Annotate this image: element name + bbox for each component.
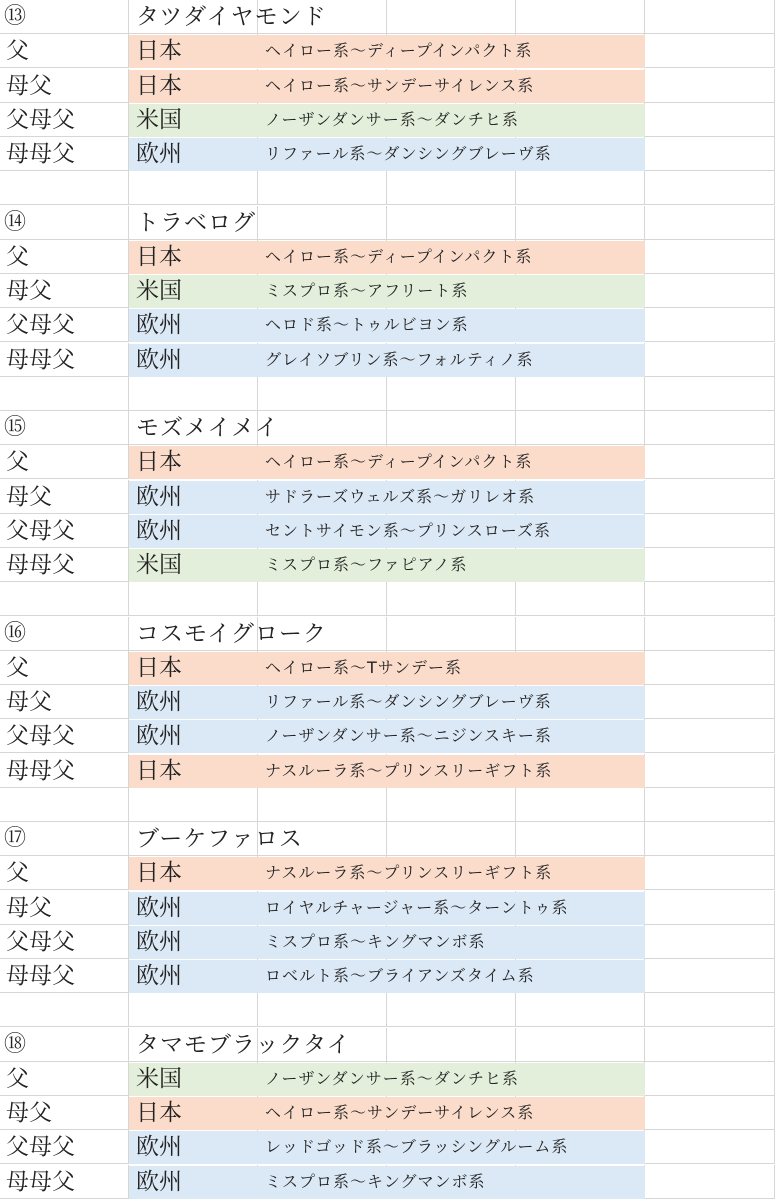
grid-cell (645, 788, 775, 822)
grid-cell (258, 993, 387, 1027)
relation-label: 父 (6, 654, 29, 681)
grid-cell (387, 582, 516, 616)
region-label: 日本 (136, 72, 182, 99)
pedigree-row (0, 69, 775, 103)
grid-cell (516, 0, 645, 34)
grid-cell (516, 822, 645, 856)
sire-line: ミスプロ系〜アフリート系 (265, 281, 469, 300)
relation-label: 父母父 (6, 928, 75, 955)
region-label: 日本 (136, 1100, 182, 1126)
relation-label: 母母父 (6, 757, 75, 784)
pedigree-row (0, 685, 775, 719)
grid-cell (645, 1028, 775, 1062)
relation-label: 父 (6, 243, 29, 270)
grid-cell (387, 0, 516, 34)
pedigree-row (0, 274, 775, 308)
sire-line: ヘイロー系〜Tサンデー系 (265, 657, 462, 677)
grid-cell (516, 582, 645, 616)
grid-cell (645, 377, 775, 411)
horse-header-row (0, 411, 775, 445)
region-label: 日本 (136, 243, 182, 270)
relation-label: 母母父 (6, 346, 75, 373)
grid-cell (387, 1028, 516, 1062)
relation-label: 母父 (6, 72, 52, 99)
sire-line: リファール系〜ダンシングブレーヴ系 (265, 692, 552, 711)
grid-cell (258, 377, 387, 411)
region-label: 欧州 (136, 346, 182, 373)
region-label: 日本 (136, 449, 182, 476)
grid-cell (645, 651, 775, 685)
pedigree-row (0, 651, 775, 685)
grid-cell (645, 719, 775, 753)
region-label: 欧州 (136, 1134, 182, 1161)
grid-cell (0, 788, 129, 822)
relation-label: 父 (6, 860, 29, 887)
grid-cell (0, 171, 129, 205)
pedigree-row (0, 959, 775, 993)
grid-cell (387, 206, 516, 240)
grid-cell (645, 0, 775, 34)
pedigree-row (0, 343, 775, 377)
relation-label: 母父 (6, 1100, 52, 1126)
grid-cell (645, 617, 775, 651)
horse-number: ⑮ (4, 415, 27, 440)
grid-cell (0, 582, 129, 616)
grid-cell (645, 206, 775, 240)
relation-label: 母父 (6, 278, 52, 304)
region-label: 日本 (136, 38, 182, 65)
relation-label: 母母父 (6, 963, 75, 989)
grid-cell (516, 1028, 645, 1062)
grid-cell (645, 1062, 775, 1096)
grid-cell (645, 1165, 775, 1199)
sire-line: ヘイロー系〜サンデーサイレンス系 (265, 1103, 535, 1122)
pedigree-row (0, 514, 775, 548)
grid-cell (645, 445, 775, 479)
grid-cell (645, 137, 775, 171)
pedigree-row (0, 1062, 775, 1096)
grid-cell (516, 377, 645, 411)
grid-cell (645, 240, 775, 274)
region-label: 欧州 (136, 1168, 182, 1195)
horse-number: ⑭ (4, 209, 27, 235)
sire-line: ナスルーラ系〜プリンスリーギフト系 (265, 863, 553, 883)
spacer-row (0, 377, 775, 411)
grid-cell (516, 788, 645, 822)
grid-cell (645, 69, 775, 103)
grid-cell (387, 822, 516, 856)
pedigree-row (0, 240, 775, 274)
horse-name: モズメイメイ (136, 415, 279, 441)
relation-label: 母母父 (6, 141, 75, 167)
region-label: 欧州 (136, 963, 182, 989)
grid-cell (516, 171, 645, 205)
grid-cell (516, 993, 645, 1027)
spacer-row (0, 993, 775, 1027)
horse-header-row (0, 617, 775, 651)
pedigree-row (0, 445, 775, 479)
grid-cell (645, 891, 775, 925)
relation-label: 父母父 (6, 312, 75, 339)
sire-line: ヘイロー系〜サンデーサイレンス系 (265, 75, 535, 95)
relation-label: 母母父 (6, 552, 75, 578)
pedigree-row (0, 137, 775, 171)
horse-name: コスモイグローク (136, 620, 327, 647)
relation-label: 母父 (6, 894, 52, 921)
grid-cell (516, 617, 645, 651)
region-label: 米国 (136, 106, 182, 133)
grid-cell (645, 274, 775, 308)
relation-label: 父母父 (6, 106, 75, 133)
grid-cell (387, 411, 516, 445)
relation-label: 母父 (6, 689, 52, 715)
pedigree-row (0, 754, 775, 788)
horse-name: タツダイヤモンド (136, 4, 327, 30)
grid-cell (645, 582, 775, 616)
region-label: 欧州 (136, 517, 182, 544)
region-label: 日本 (136, 860, 182, 887)
grid-cell (645, 480, 775, 514)
grid-cell (645, 925, 775, 959)
region-label: 欧州 (136, 483, 182, 510)
grid-cell (516, 411, 645, 445)
pedigree-row (0, 925, 775, 959)
sire-line: ヘイロー系〜ディープインパクト系 (265, 246, 533, 266)
horse-header-row (0, 206, 775, 240)
relation-label: 母父 (6, 483, 52, 510)
grid-cell (645, 993, 775, 1027)
region-label: 欧州 (136, 312, 182, 339)
pedigree-row (0, 548, 775, 582)
pedigree-row (0, 719, 775, 753)
horse-name: ブーケファロス (136, 826, 303, 852)
region-label: 日本 (136, 654, 182, 681)
grid-cell (645, 34, 775, 68)
horse-number: ⑱ (4, 1031, 27, 1057)
sire-line: ヘイロー系〜ディープインパクト系 (265, 41, 533, 61)
grid-cell (129, 582, 258, 616)
relation-label: 母母父 (6, 1168, 75, 1195)
grid-cell (645, 1096, 775, 1130)
relation-label: 父 (6, 449, 29, 476)
grid-cell (258, 788, 387, 822)
grid-cell (129, 788, 258, 822)
horse-header-row (0, 0, 775, 34)
pedigree-row (0, 34, 775, 68)
grid-cell (258, 206, 387, 240)
region-label: 米国 (136, 1065, 182, 1092)
grid-cell (0, 993, 129, 1027)
pedigree-row (0, 103, 775, 137)
sire-line: ナスルーラ系〜プリンスリーギフト系 (265, 760, 553, 780)
spacer-row (0, 582, 775, 616)
sire-line: ミスプロ系〜キングマンボ系 (265, 931, 486, 951)
relation-label: 父母父 (6, 1134, 75, 1161)
pedigree-row (0, 480, 775, 514)
horse-header-row (0, 822, 775, 856)
grid-cell (645, 514, 775, 548)
sire-line: ミスプロ系〜キングマンボ系 (265, 1171, 486, 1191)
grid-cell (387, 617, 516, 651)
region-label: 欧州 (136, 689, 182, 715)
sire-line: グレイソブリン系〜フォルティノ系 (265, 349, 534, 369)
sire-line: ヘイロー系〜ディープインパクト系 (265, 452, 533, 472)
grid-cell (387, 788, 516, 822)
grid-cell (645, 1130, 775, 1164)
grid-cell (645, 856, 775, 890)
grid-cell (258, 171, 387, 205)
grid-cell (645, 959, 775, 993)
grid-cell (129, 171, 258, 205)
grid-cell (645, 754, 775, 788)
grid-cell (645, 411, 775, 445)
sire-line: ヘロド系〜トゥルビヨン系 (265, 315, 469, 335)
sire-line: ノーザンダンサー系〜ニジンスキー系 (265, 726, 552, 746)
sire-line: ミスプロ系〜ファピアノ系 (265, 555, 468, 574)
spacer-row (0, 171, 775, 205)
grid-cell (645, 343, 775, 377)
sire-line: サドラーズウェルズ系〜ガリレオ系 (265, 486, 536, 506)
sire-line: ロイヤルチャージャー系〜ターントゥ系 (265, 897, 569, 917)
grid-cell (645, 822, 775, 856)
horse-name: タマモブラックタイ (136, 1031, 351, 1058)
sire-line: ノーザンダンサー系〜ダンチヒ系 (265, 1068, 519, 1088)
grid-cell (387, 171, 516, 205)
relation-label: 父 (6, 1065, 29, 1092)
relation-label: 父母父 (6, 517, 75, 544)
region-label: 欧州 (136, 928, 182, 955)
relation-label: 父 (6, 38, 29, 65)
pedigree-row (0, 856, 775, 890)
pedigree-row (0, 891, 775, 925)
region-label: 米国 (136, 552, 182, 578)
grid-cell (129, 377, 258, 411)
horse-header-row (0, 1028, 775, 1062)
grid-cell (387, 377, 516, 411)
sire-line: ノーザンダンサー系〜ダンチヒ系 (265, 109, 519, 129)
pedigree-row (0, 1130, 775, 1164)
region-label: 欧州 (136, 894, 182, 921)
pedigree-row (0, 1165, 775, 1199)
region-label: 欧州 (136, 723, 182, 750)
sire-line: リファール系〜ダンシングブレーヴ系 (265, 144, 552, 163)
region-label: 米国 (136, 278, 182, 304)
region-label: 欧州 (136, 141, 182, 167)
sire-line: レッドゴッド系〜ブラッシングルーム系 (265, 1137, 569, 1157)
grid-cell (645, 103, 775, 137)
sire-line: ロベルト系〜ブライアンズタイム系 (265, 966, 535, 985)
grid-cell (645, 171, 775, 205)
horse-number: ⑯ (4, 620, 27, 646)
grid-cell (645, 308, 775, 342)
sire-line: セントサイモン系〜プリンスローズ系 (265, 520, 551, 540)
grid-cell (516, 206, 645, 240)
pedigree-row (0, 308, 775, 342)
grid-cell (645, 548, 775, 582)
pedigree-row (0, 1096, 775, 1130)
grid-cell (129, 993, 258, 1027)
grid-cell (258, 582, 387, 616)
horse-name: トラベログ (136, 209, 256, 236)
horse-number: ⑰ (4, 826, 27, 851)
relation-label: 父母父 (6, 723, 75, 750)
grid-cell (0, 377, 129, 411)
spacer-row (0, 788, 775, 822)
grid-cell (387, 993, 516, 1027)
grid-cell (645, 685, 775, 719)
horse-number: ⑬ (4, 4, 27, 29)
region-label: 日本 (136, 757, 182, 784)
